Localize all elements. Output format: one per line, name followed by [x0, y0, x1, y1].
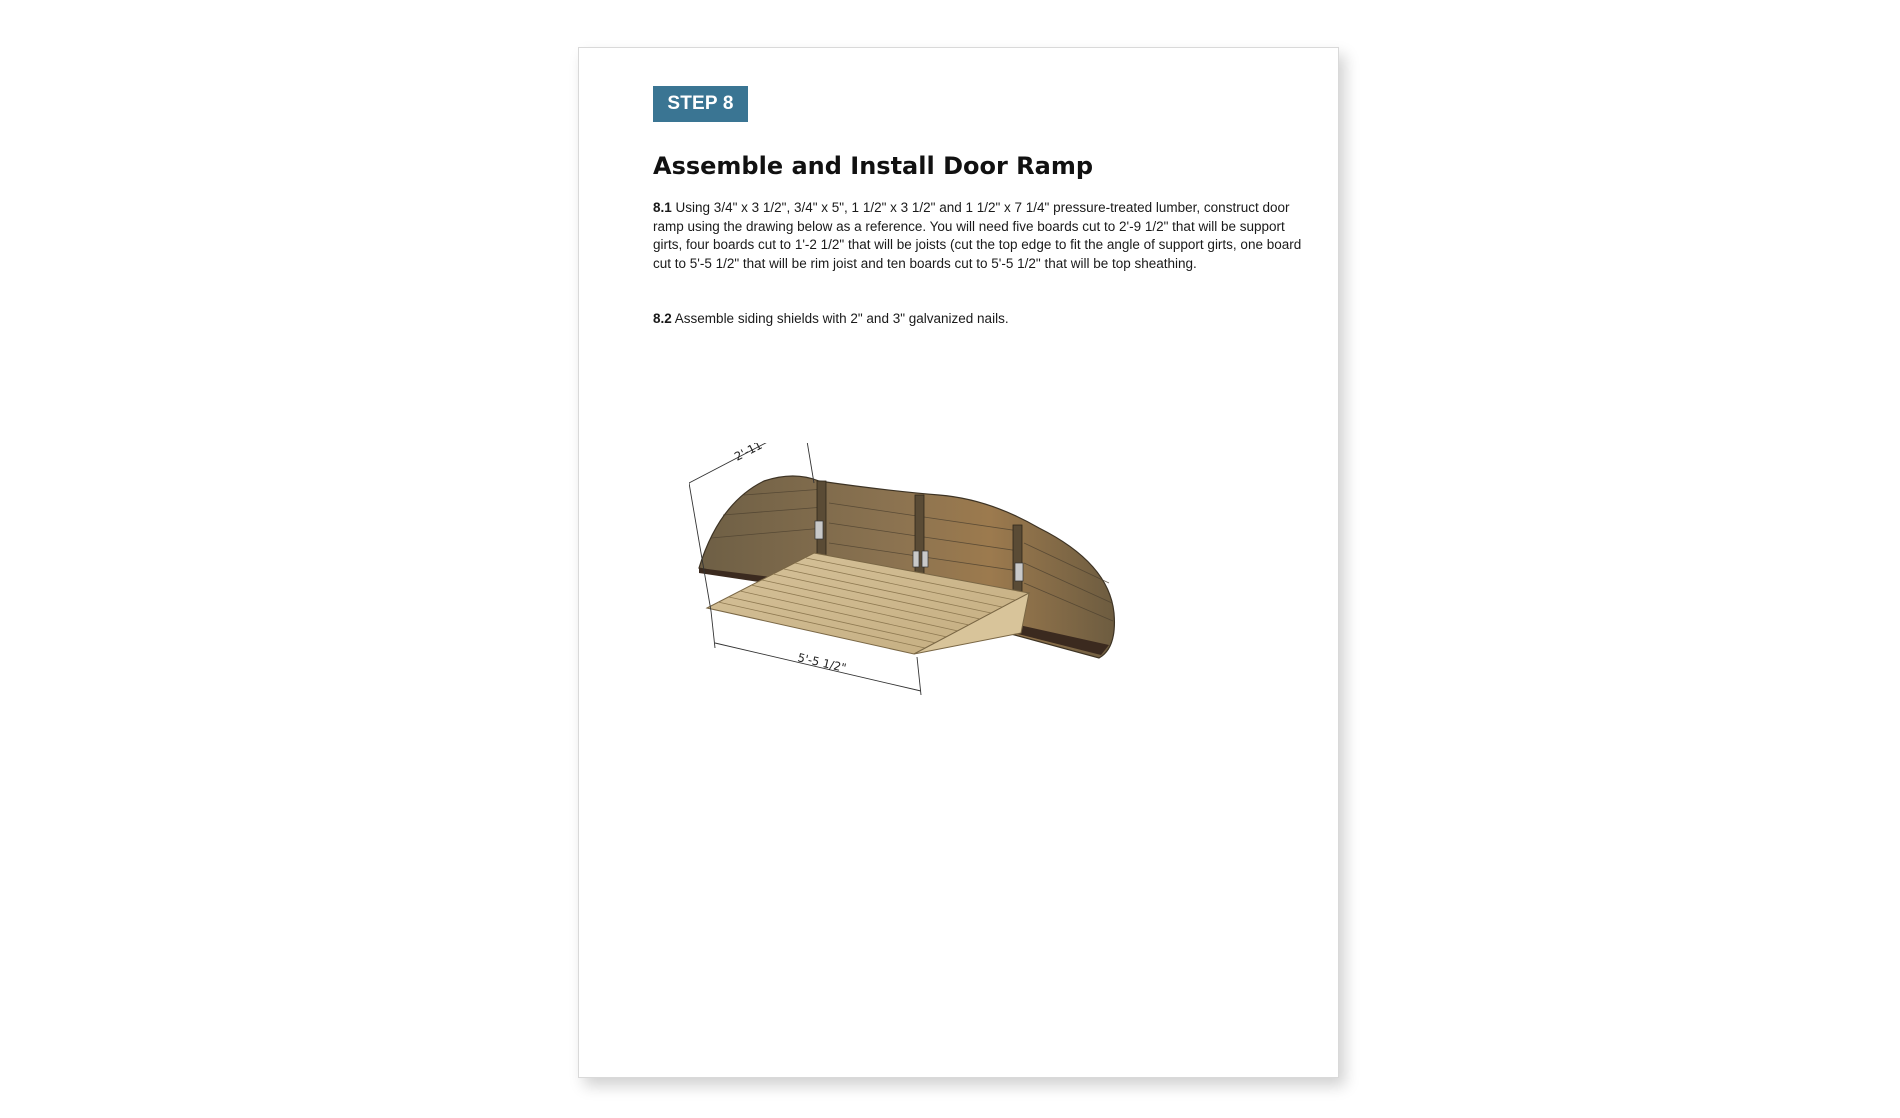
- dimension-width-label: 5'-5 1/2": [796, 650, 848, 676]
- paragraph-8-1: [653, 199, 1303, 273]
- dimension-depth-label: 2'-11": [732, 443, 770, 464]
- document-page: [578, 47, 1339, 1078]
- paragraph-number: 8.2: [653, 311, 672, 326]
- paragraph-text: Assemble siding shields with 2" and 3" galvanized nails.: [674, 311, 1009, 326]
- door-ramp-illustration: [689, 443, 1249, 788]
- paragraph-8-2: [653, 310, 1303, 329]
- paragraph-text: Using 3/4" x 3 1/2", 3/4" x 5", 1 1/2" x 3 1/2" and 1 1/2" x 7 1/4" pressure-treated lumber, construct door ramp using the drawing below as a reference. You will need five boards cut to 2'-9 1/2" that will be support girts, four boards cut to 1'-2 1/2" that will be joists (cut the top edge to fit the angle of support girts, one board cut to 5'-5 1/2" that will be rim joist and ten boards cut to 5'-5 1/2" that will be top sheathing.: [653, 200, 1302, 271]
- page-title: Assemble and Install Door Ramp: [653, 152, 1094, 180]
- door-ramp-drawing: [689, 443, 1249, 788]
- step-badge: STEP 8: [653, 86, 748, 122]
- paragraph-number: 8.1: [653, 200, 672, 215]
